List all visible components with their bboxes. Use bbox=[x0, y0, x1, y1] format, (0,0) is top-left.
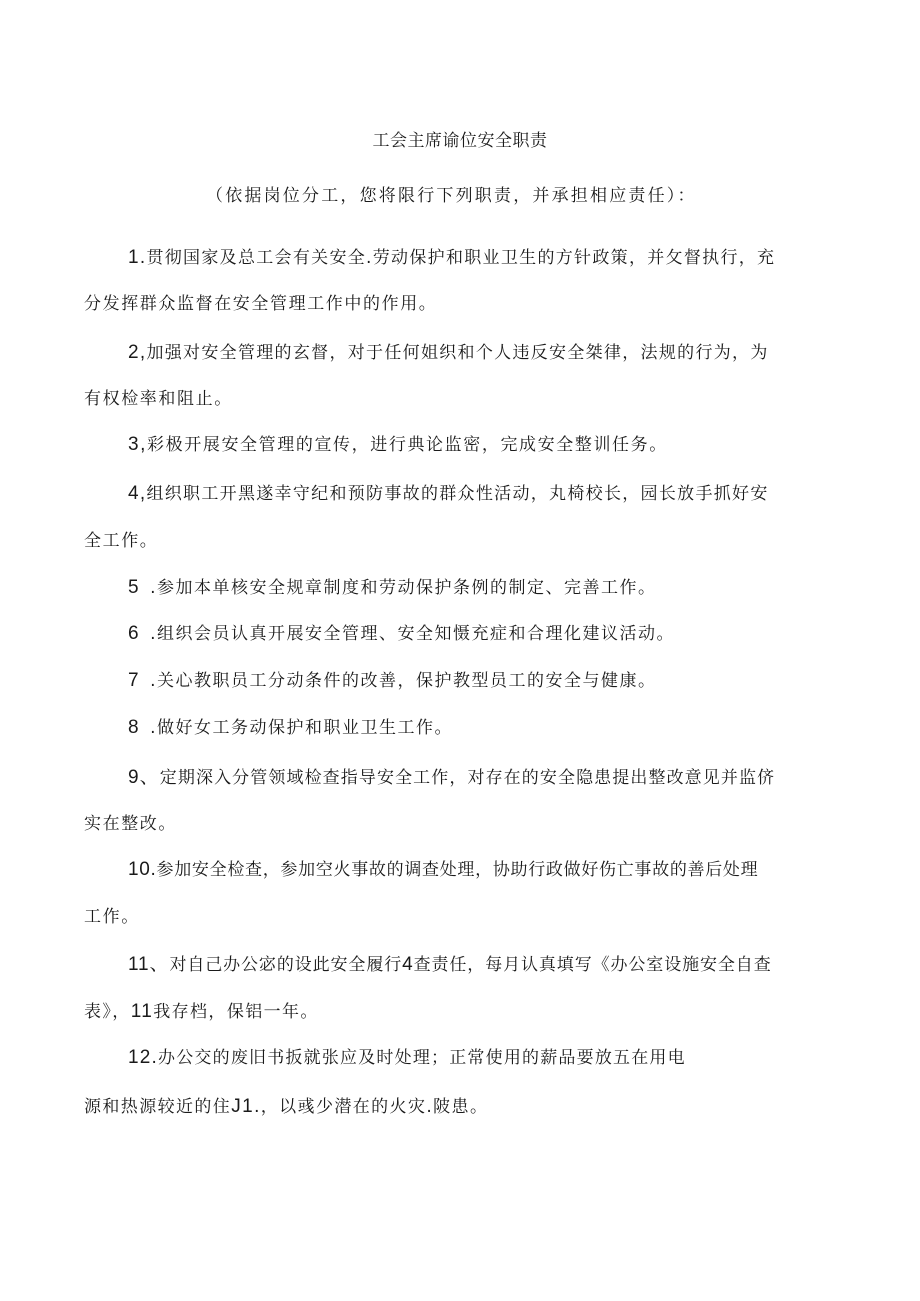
document-title: 工会主席谕位安全职责 bbox=[372, 131, 548, 151]
list-item-10-line-1 bbox=[128, 858, 758, 882]
list-item-5-line-1 bbox=[128, 576, 656, 600]
item-number: 1. bbox=[128, 247, 147, 268]
list-item-12-line-2 bbox=[84, 1095, 488, 1119]
item-text: 我存档，保铝一年。 bbox=[153, 1002, 319, 1022]
list-item-2-line-2: 有权检率和阻止。 bbox=[84, 389, 233, 409]
item-text-number: J1. bbox=[231, 1096, 261, 1117]
item-text: .参加本单核安全规章制度和劳动保护条例的制定、完善工作。 bbox=[150, 578, 657, 598]
item-number: 7 bbox=[128, 670, 141, 691]
item-number: 5 bbox=[128, 577, 141, 598]
list-item-2-line-1 bbox=[128, 341, 769, 365]
item-number: 9、 bbox=[128, 767, 160, 788]
list-item-3-line-1 bbox=[128, 433, 668, 457]
item-text: 查责任，每月认真填写《办公室设施安全自查 bbox=[413, 955, 772, 975]
item-text: .关心教职员工分动条件的改善，保护教型员工的安全与健康。 bbox=[150, 671, 657, 691]
list-item-8-line-1 bbox=[128, 716, 453, 740]
item-text-number: 4 bbox=[402, 954, 414, 975]
item-number: 2, bbox=[128, 342, 147, 363]
item-number: 12. bbox=[128, 1047, 159, 1068]
document-subtitle: （依据岗位分工，您将限行下列职责，并承担相应责任）： bbox=[206, 186, 697, 206]
item-number: 8 bbox=[128, 717, 141, 738]
item-number: 4, bbox=[128, 483, 147, 504]
item-text: ，以彧少潜在的火灾.陂患。 bbox=[260, 1097, 489, 1117]
item-text: .组织会员认真开展安全管理、安全知慑充症和合理化建议活动。 bbox=[150, 624, 675, 644]
item-text: 办公交的废旧书扳就张应及时处理；正常使用的薪品要放五在用电 bbox=[158, 1048, 686, 1068]
item-text: 表》， bbox=[84, 1002, 131, 1022]
list-item-10-line-2: 工作。 bbox=[84, 907, 140, 927]
item-text: 对自己办公宓的设此安全履行 bbox=[169, 955, 403, 975]
list-item-11-line-1 bbox=[128, 953, 772, 977]
list-item-4-line-2: 全工作。 bbox=[84, 531, 159, 551]
item-text: 参加安全检查，参加空火事故的调查处理，协助行政做好伤亡事故的善后处理 bbox=[156, 860, 759, 880]
item-text: 源和热源较近的住 bbox=[84, 1097, 232, 1117]
list-item-9-line-1 bbox=[128, 766, 775, 790]
item-text: 定期深入分管领域检查指导安全工作，对存在的安全隐患提出整改意见并监侪 bbox=[159, 768, 776, 788]
list-item-7-line-1 bbox=[128, 669, 656, 693]
list-item-1-line-2: 分发挥群众监督在安全管理工作中的作用。 bbox=[84, 294, 438, 314]
list-item-1-line-1 bbox=[128, 246, 775, 270]
item-number: 10. bbox=[128, 859, 157, 880]
item-text-number: 11 bbox=[130, 1001, 154, 1022]
item-text: 贯彻国家及总工会有关安全.劳动保护和职业卫生的方针政策，并攵督执行，充 bbox=[146, 248, 776, 268]
item-text: 加强对安全管理的玄督，对于任何姐织和个人违反安全桀律，法规的行为，为 bbox=[146, 343, 769, 363]
item-text: 彩极开展安全管理的宣传，进行典论监密，完成安全整训任务。 bbox=[147, 435, 668, 455]
item-number: 6 bbox=[128, 623, 141, 644]
item-number: 11、 bbox=[128, 954, 170, 975]
item-text: 组织职工开黑遂幸守纪和预防事故的群众性活动，丸椅校长，园长放手抓好安 bbox=[146, 484, 769, 504]
list-item-9-line-2: 实在整改。 bbox=[84, 814, 177, 834]
list-item-6-line-1 bbox=[128, 622, 675, 646]
list-item-12-line-1 bbox=[128, 1046, 686, 1070]
list-item-11-line-2 bbox=[84, 1000, 319, 1024]
item-number: 3, bbox=[128, 434, 148, 455]
item-text: .做好女工务动保护和职业卫生工作。 bbox=[150, 718, 453, 738]
list-item-4-line-1 bbox=[128, 482, 769, 506]
